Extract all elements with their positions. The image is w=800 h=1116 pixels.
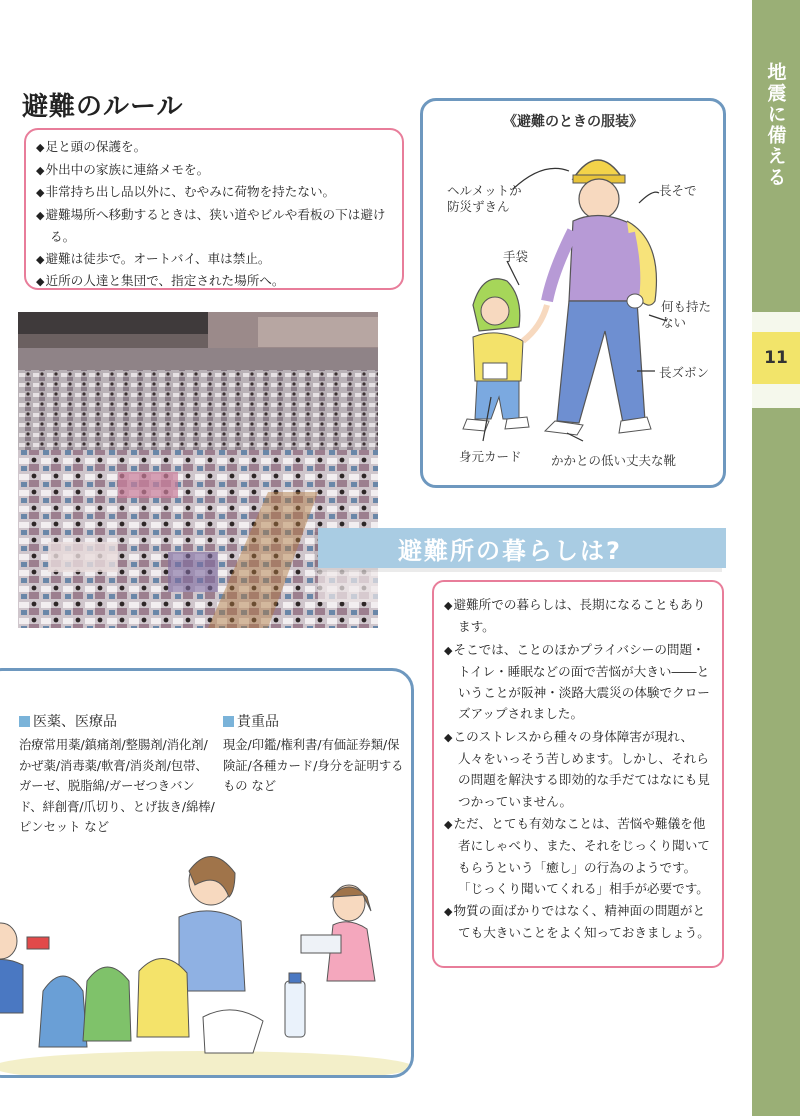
rule-item: ◆ 避難は徒歩で。オートバイ、車は禁止。 bbox=[36, 248, 402, 271]
medical-heading bbox=[19, 711, 217, 731]
clothing-panel bbox=[420, 98, 726, 488]
shelter-life-paragraph: ◆ 物質の面ばかりではなく、精神面の問題がとても大きいことをよく知っておきましょう。 bbox=[444, 900, 714, 944]
rule-item: ◆ 避難場所へ移動するときは、狭い道やビルや看板の下は避ける。 bbox=[36, 204, 402, 248]
valuables-section bbox=[223, 711, 407, 797]
clothing-caption: 《避難のときの服装》 bbox=[503, 114, 643, 130]
valuables-list: 現金/印鑑/権利書/有価証券類/保険証/各種カード/身分を証明するもの など bbox=[223, 738, 404, 793]
shelter-photo bbox=[18, 312, 378, 628]
rule-item: ◆ 足と頭の保護を。 bbox=[36, 136, 402, 159]
note-pants: 長ズボン bbox=[659, 365, 710, 380]
evacuee-illustration bbox=[423, 101, 723, 485]
square-bullet-icon bbox=[19, 716, 30, 727]
shelter-life-banner: 避難所の暮らしは? bbox=[318, 528, 726, 568]
note-nothing: 何も持たない bbox=[661, 299, 712, 330]
rule-item: ◆ 外出中の家族に連絡メモを。 bbox=[36, 159, 402, 182]
note-helmet: ヘルメットか防災ずきん bbox=[447, 183, 522, 214]
rule-item: ◆ 近所の人達と集団で、指定された場所へ。 bbox=[36, 270, 402, 293]
square-bullet-icon bbox=[223, 716, 234, 727]
section-tab-title: 地震に備える bbox=[764, 62, 787, 188]
shelter-life-paragraph: ◆ そこでは、ことのほかプライバシーの問題・トイレ・睡眠などの面で苦悩が大きい――ということが阪神・淡路大震災の体験でクローズアップされました。 bbox=[444, 639, 714, 725]
rules-title: 避難のルール bbox=[22, 92, 184, 122]
rules-box bbox=[24, 128, 404, 290]
page-number: 11 bbox=[752, 332, 800, 384]
medical-list: 治療常用薬/鎮痛剤/整腸剤/消化剤/かぜ薬/消毒薬/軟膏/消炎剤/包帯、ガーゼ、脱脂綿/ガーゼつきバンド、絆創膏/爪切り、とげ抜き/綿棒/ピンセット など bbox=[19, 738, 215, 834]
note-shoes: かかとの低い丈夫な靴 bbox=[551, 453, 677, 468]
note-sleeves: 長そで bbox=[659, 183, 697, 198]
medical-heading-text: 医薬、医療品 bbox=[33, 714, 117, 730]
family-packing-illustration bbox=[0, 841, 414, 1078]
note-gloves: 手袋 bbox=[503, 249, 529, 264]
rule-item: ◆ 非常持ち出し品以外に、むやみに荷物を持たない。 bbox=[36, 181, 402, 204]
valuables-heading-text: 貴重品 bbox=[237, 714, 279, 730]
medical-section bbox=[19, 711, 217, 838]
shelter-life-paragraph: ◆ このストレスから種々の身体障害が現れ、人々をいっそう苦しめます。しかし、それらの問題を解決する即効的な手だてはなにも見つかっていません。 bbox=[444, 726, 714, 812]
valuables-heading bbox=[223, 711, 407, 731]
side-tab-lower bbox=[752, 408, 800, 1116]
shelter-life-box bbox=[432, 580, 724, 968]
shelter-life-paragraph: ◆ ただ、とても有効なことは、苦悩や難儀を他者にしゃべり、また、それをじっくり聞いてもらうという「癒し」の行為のようです。「じっくり聞いてくれる」相手が必要です。 bbox=[444, 813, 714, 899]
items-panel bbox=[0, 668, 414, 1078]
note-id-card: 身元カード bbox=[459, 449, 522, 464]
shelter-life-paragraph: ◆ 避難所での暮らしは、長期になることもあります。 bbox=[444, 594, 714, 638]
